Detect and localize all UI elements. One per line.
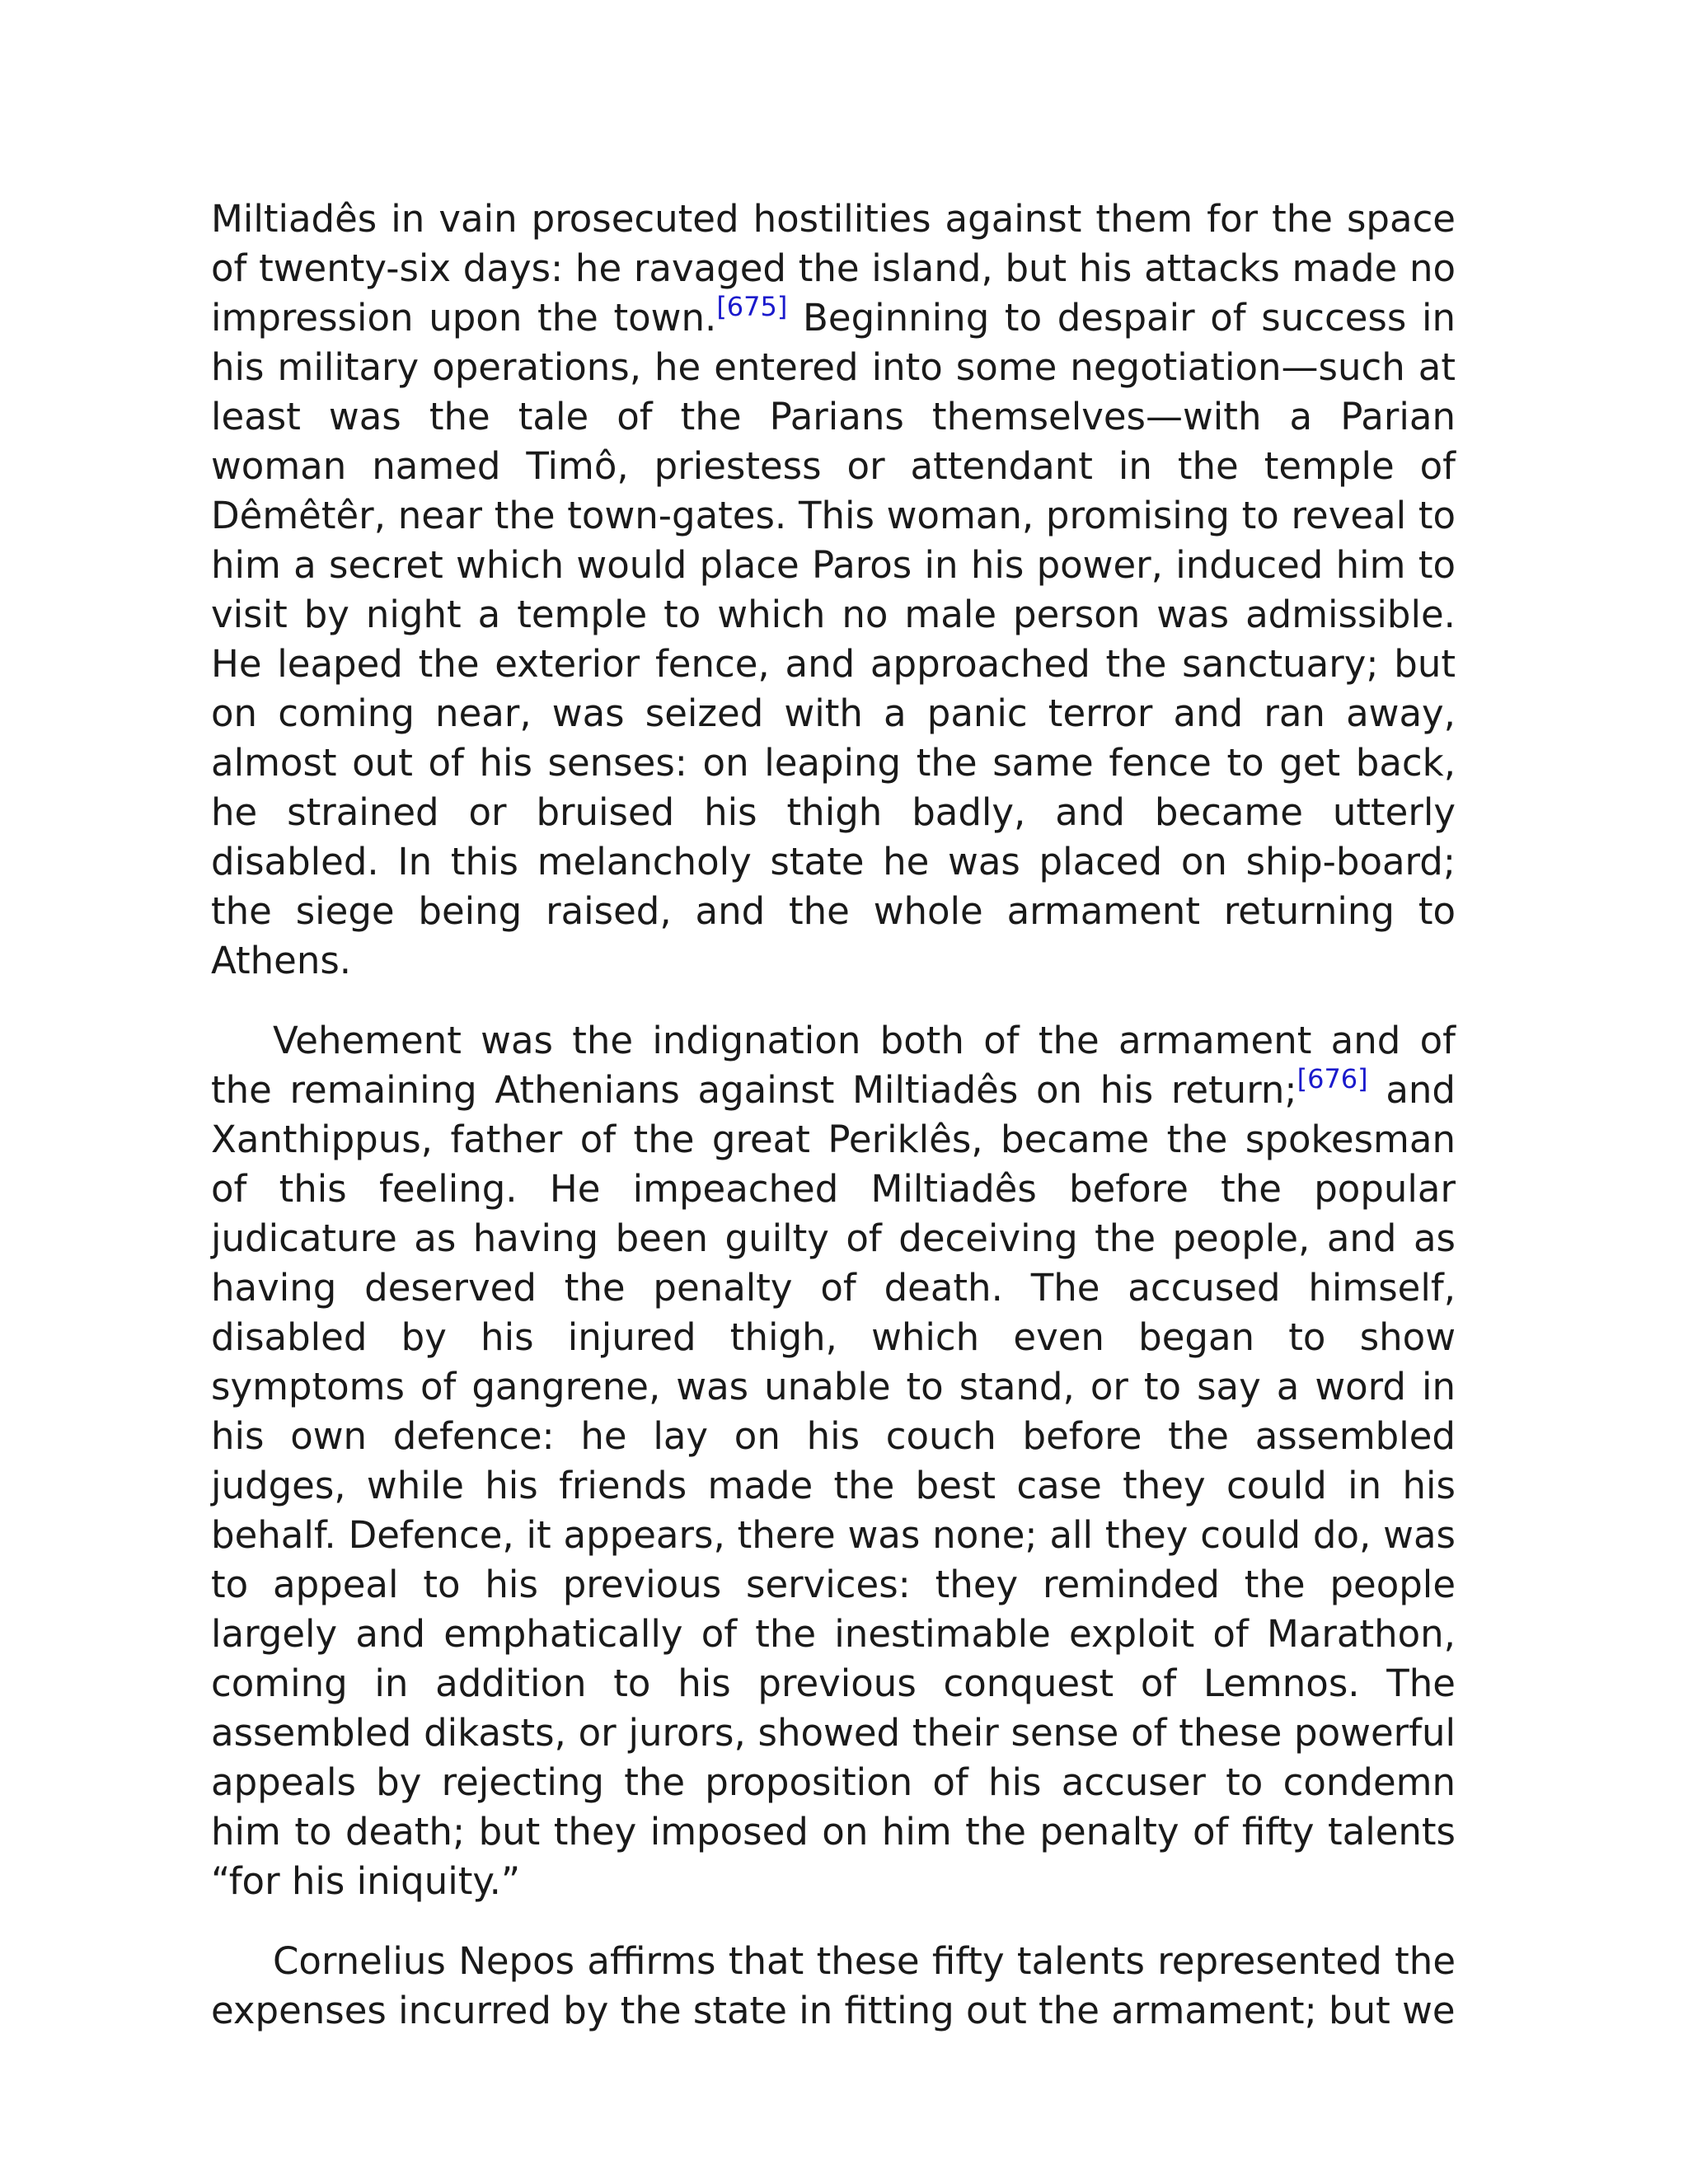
footnote-link-675[interactable]: [675]	[716, 291, 788, 322]
paragraph-text: Miltiadês in vain prosecuted hostilities against them for the space of twenty-six days: he ravaged the island, but his attacks made no impression upon the town.	[211, 197, 1456, 340]
paragraph-text: Beginning to despair of success in his military operations, he entered into some negotiation—such at least was the tale of the Parians themselves—with a Parian woman named Timô, priestess or attendant in the temple of Dêmêtêr, near the town-gates. This woman, promising to reveal to him a secret which would place Paros in his power, induced him to visit by night a temple to which no male person was admissible. He leaped the exterior fence, and approached the sanctuary; but on coming near, was seized with a panic terror and ran away, almost out of his senses: on leaping the same fence to get back, he strained or bruised his thigh badly, and became utterly disabled. In this melancholy state he was placed on ship-board; the siege being raised, and the whole armament returning to Athens.	[211, 296, 1456, 982]
paragraph-text: and Xanthippus, father of the great Periklês, became the spokesman of this feeling. He impeached Miltiadês before the popular judicature as having been guilty of deceiving the people, and as having deserved the penalty of death. The accused himself, disabled by his injured thigh, which even began to show symptoms of gangrene, was unable to stand, or to say a word in his own defence: he lay on his couch before the assembled judges, while his friends made the best case they could in his behalf. Defence, it appears, there was none; all they could do, was to appeal to his previous services: they reminded the people largely and emphatically of the inestimable exploit of Marathon, coming in addition to his previous conquest of Lemnos. The assembled dikasts, or jurors, showed their sense of these powerful appeals by rejecting the proposition of his accuser to condemn him to death; but they imposed on him the penalty of fifty talents “for his iniquity.”	[211, 1068, 1456, 1903]
footnote-link-676[interactable]: [676]	[1296, 1063, 1368, 1094]
paragraph-2	[211, 1016, 1456, 1906]
paragraph-text: Cornelius Nepos affirms that these fifty talents represented the expenses incurred by the state in fitting out the armament; but we	[211, 1939, 1456, 2032]
paragraph-1	[211, 194, 1456, 986]
document-page	[211, 194, 1456, 2066]
paragraph-text: Vehement was the indignation both of the armament and of the remaining Athenians against Miltiadês on his return;	[211, 1019, 1456, 1112]
paragraph-3	[211, 1937, 1456, 2036]
